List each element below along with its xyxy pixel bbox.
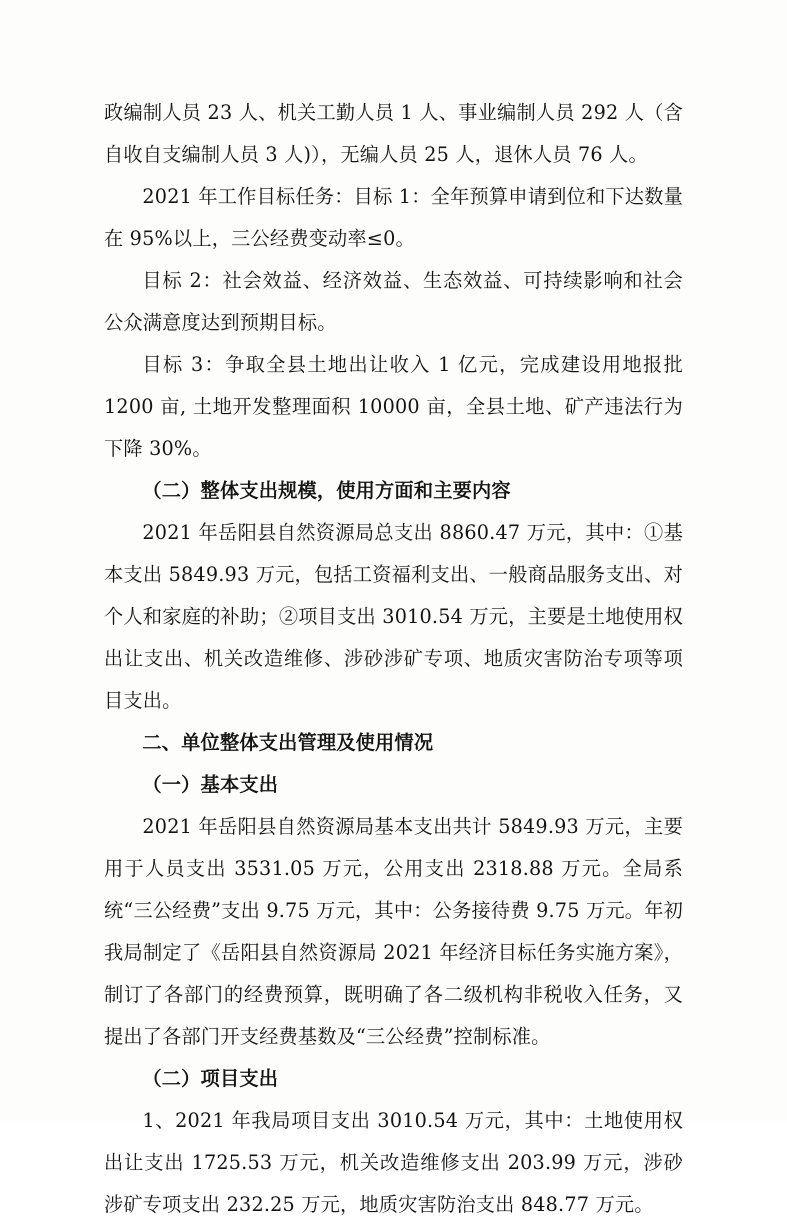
heading-basic-expenditure: （一）基本支出 [142, 773, 279, 796]
paragraph-goal-three: 目标 3：争取全县土地出让收入 1 亿元，完成建设用地报批 1200 亩, 土地开发整理面积 10000 亩，全县土地、矿产违法行为下降 30%。 [104, 353, 683, 460]
paragraph-goal-one: 2021 年工作目标任务：目标 1：全年预算申请到位和下达数量在 95%以上，三公经费变动率≤0。 [104, 185, 683, 250]
paragraph-expenditure-detail: 2021 年岳阳县自然资源局总支出 8860.47 万元，其中：①基本支出 5849.93 万元，包括工资福利支出、一般商品服务支出、对个人和家庭的补助；②项目支出 3010.54 万元，主要是土地使用权出让支出、机关改造维修、涉砂涉矿专项、地质灾害防治专项等项目支出。 [104, 521, 683, 712]
paragraph-project-expenditure-detail: 1、2021 年我局项目支出 3010.54 万元，其中：土地使用权出让支出 1725.53 万元，机关改造维修支出 203.99 万元，涉砂涉矿专项支出 232.25 万元，地质灾害防治支出 848.77 万元。 [104, 1109, 683, 1216]
document-body [104, 92, 683, 1226]
paragraph-basic-expenditure-detail: 2021 年岳阳县自然资源局基本支出共计 5849.93 万元，主要用于人员支出 3531.05 万元，公用支出 2318.88 万元。全局系统“三公经费”支出 9.75 万元，其中：公务接待费 9.75 万元。年初我局制定了《岳阳县自然资源局 2021 年经济目标任务实施方案》，制订了各部门的经费预算，既明确了各二级机构非税收入任务，又提出了各部门开支经费基数及“三公经费”控制标准。 [104, 815, 683, 1048]
paragraph-staffing: 政编制人员 23 人、机关工勤人员 1 人、事业编制人员 292 人（含自收自支编制人员 3 人)），无编人员 25 人，退休人员 76 人。 [104, 101, 683, 166]
heading-overall-expenditure-scale: （二）整体支出规模，使用方面和主要内容 [142, 479, 511, 502]
heading-section-two: 二、单位整体支出管理及使用情况 [142, 731, 434, 754]
paragraph-goal-two: 目标 2：社会效益、经济效益、生态效益、可持续影响和社会公众满意度达到预期目标。 [104, 269, 683, 334]
heading-project-expenditure: （二）项目支出 [142, 1067, 279, 1090]
